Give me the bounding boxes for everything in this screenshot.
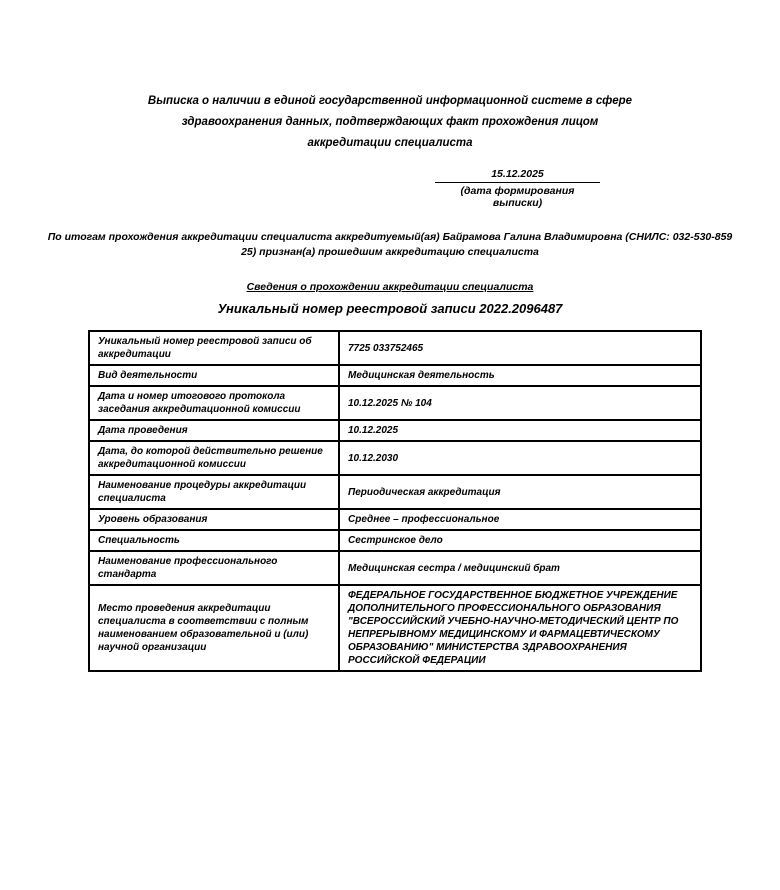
table-row [89, 530, 701, 551]
field-value: ФЕДЕРАЛЬНОЕ ГОСУДАРСТВЕННОЕ БЮДЖЕТНОЕ УЧРЕЖДЕНИЕ ДОПОЛНИТЕЛЬНОГО ПРОФЕССИОНАЛЬНОГО ОБРАЗОВАНИЯ "ВСЕРОССИЙСКИЙ УЧЕБНО-НАУЧНО-МЕТОДИЧЕСКИЙ ЦЕНТР ПО НЕПРЕРЫВНОМУ МЕДИЦИНСКОМУ И ФАРМАЦЕВТИЧЕСКОМУ ОБРАЗОВАНИЮ" МИНИСТЕРСТВА ЗДРАВООХРАНЕНИЯ РОССИЙСКОЙ ФЕДЕРАЦИИ [339, 585, 701, 671]
section-heading-text: Сведения о прохождении аккредитации специалиста [246, 281, 534, 293]
field-value: Медицинская сестра / медицинский брат [339, 551, 701, 585]
field-value: 10.12.2025 [339, 420, 701, 441]
table-row [89, 441, 701, 475]
field-label: Уровень образования [89, 509, 339, 530]
issue-date-block [435, 168, 600, 209]
intro-paragraph: По итогам прохождения аккредитации специалиста аккредитуемый(ая) Байрамова Галина Владимировна (СНИЛС: 032-530-859 25) признан(а) прошедшим аккредитацию специалиста [47, 231, 733, 258]
issue-date-caption: (дата формирования выписки) [460, 185, 575, 209]
field-label: Уникальный номер реестровой записи об аккредитации [89, 331, 339, 365]
field-value: 7725 033752465 [339, 331, 701, 365]
section-heading [0, 281, 780, 293]
field-value: 10.12.2030 [339, 441, 701, 475]
table-row [89, 509, 701, 530]
table-row [89, 551, 701, 585]
registry-number: Уникальный номер реестровой записи 2022.2096487 [217, 301, 563, 316]
document-title: Выписка о наличии в единой государственной информационной системе в сфере здравоохранения данных, подтверждающих факт прохождения лицом аккредитации специалиста [147, 95, 633, 149]
table-row [89, 585, 701, 671]
field-label: Вид деятельности [89, 365, 339, 386]
field-value: Медицинская деятельность [339, 365, 701, 386]
field-label: Наименование профессионального стандарта [89, 551, 339, 585]
field-value: Сестринское дело [339, 530, 701, 551]
field-label: Наименование процедуры аккредитации специалиста [89, 475, 339, 509]
table-row [89, 386, 701, 420]
field-value: 10.12.2025 № 104 [339, 386, 701, 420]
table-row [89, 331, 701, 365]
field-value: Периодическая аккредитация [339, 475, 701, 509]
field-label: Место проведения аккредитации специалиста в соответствии с полным наименованием образовательной и (или) научной организации [89, 585, 339, 671]
table-row [89, 475, 701, 509]
issue-date: 15.12.2025 [435, 168, 600, 183]
field-value: Среднее – профессиональное [339, 509, 701, 530]
table-row [89, 420, 701, 441]
accreditation-table [88, 330, 702, 672]
field-label: Дата и номер итогового протокола заседания аккредитационной комиссии [89, 386, 339, 420]
table-row [89, 365, 701, 386]
field-label: Дата, до которой действительно решение аккредитационной комиссии [89, 441, 339, 475]
field-label: Дата проведения [89, 420, 339, 441]
field-label: Специальность [89, 530, 339, 551]
